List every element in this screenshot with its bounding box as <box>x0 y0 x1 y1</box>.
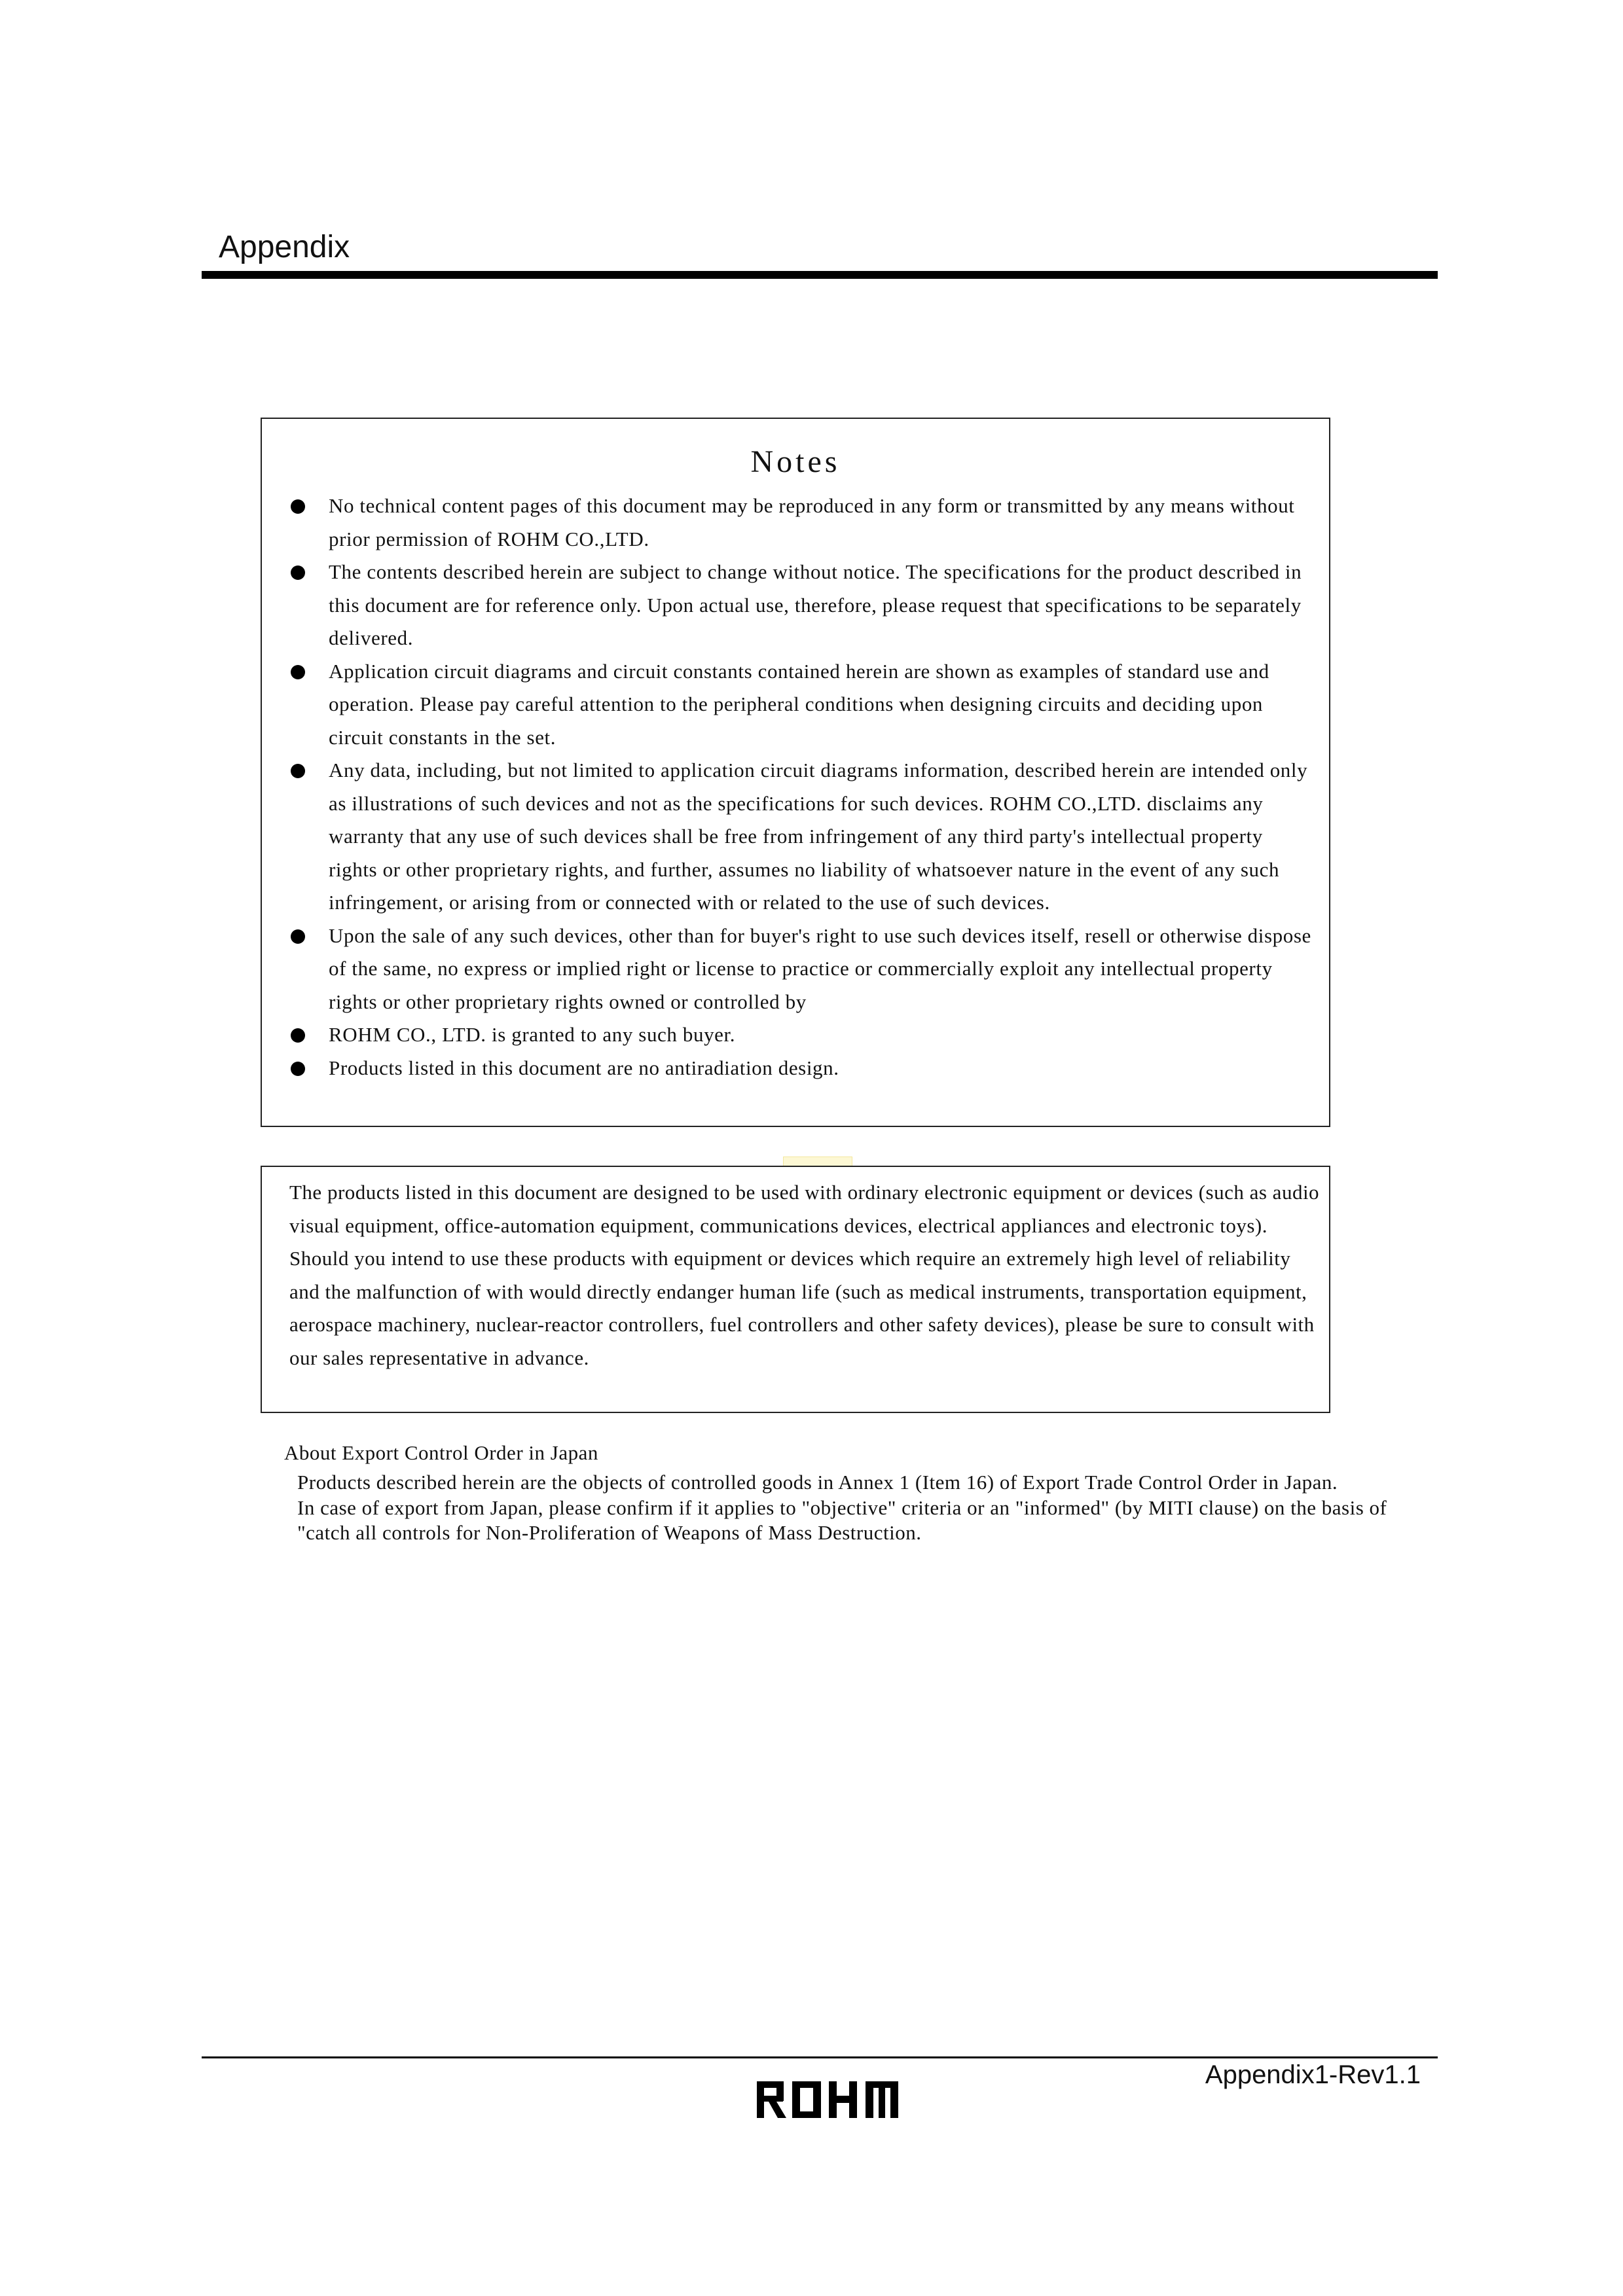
header-rule <box>202 271 1438 279</box>
bullet-icon <box>291 1028 305 1043</box>
notes-heading: Notes <box>750 444 841 479</box>
note-text: The contents described herein are subject to change without notice. The specifications for the product described in this document are for reference only. Upon actual use, therefore, please request that specifications to be separately delivered. <box>329 560 1302 649</box>
note-text: Application circuit diagrams and circuit constants contained herein are shown as examples of standard use and operation. Please pay careful attention to the peripheral conditions when designing circuits and deciding upon circuit constants in the set. <box>329 659 1269 749</box>
bullet-icon <box>291 1062 305 1076</box>
export-control-heading: About Export Control Order in Japan <box>284 1441 598 1464</box>
products-paragraph-1: The products listed in this document are designed to be used with ordinary electronic equipment or devices (such as audio visual equipment, office-automation equipment, communications devices, electrical appliances and electronic toys). <box>289 1181 1320 1237</box>
note-item <box>287 556 1316 655</box>
rohm-logo <box>757 2081 898 2118</box>
note-text: ROHM CO., LTD. is granted to any such buyer. <box>329 1023 736 1046</box>
products-text <box>289 1176 1321 1374</box>
page-label: Appendix1-Rev1.1 <box>1205 2060 1421 2089</box>
notes-list <box>287 490 1316 1085</box>
export-control-line-2: In case of export from Japan, please confirm if it applies to "objective" criteria or an "informed" (by MITI clause) on the basis of "catch all controls for Non-Proliferation of Weapons of Mass Destruction. <box>297 1496 1387 1544</box>
note-item <box>287 1052 1316 1085</box>
notes-box <box>261 418 1330 1127</box>
note-item <box>287 754 1316 920</box>
products-box <box>261 1166 1330 1413</box>
note-item <box>287 655 1316 755</box>
bullet-icon <box>291 929 305 944</box>
bullet-icon <box>291 499 305 514</box>
export-control-line-1: Products described herein are the objects of controlled goods in Annex 1 (Item 16) of Export Trade Control Order in Japan. <box>297 1471 1338 1494</box>
products-paragraph-2: Should you intend to use these products with equipment or devices which require an extremely high level of reliability and the malfunction of with would directly endanger human life (such as medical instruments, transportation equipment, aerospace machinery, nuclear-reactor controllers, fuel controllers and other safety devices), please be sure to consult with our sales representative in advance. <box>289 1247 1315 1369</box>
bullet-icon <box>291 764 305 778</box>
export-control-body <box>284 1470 1436 1546</box>
note-item <box>287 920 1316 1019</box>
page-title: Appendix <box>219 230 350 264</box>
bullet-icon <box>291 665 305 679</box>
note-text: Upon the sale of any such devices, other than for buyer's right to use such devices itself, resell or otherwise dispose of the same, no express or implied right or license to practice or commercially exploit any intellectual property rights or other proprietary rights owned or controlled by <box>329 924 1311 1013</box>
export-control-section <box>284 1440 1436 1546</box>
bullet-icon <box>291 565 305 580</box>
note-text: Products listed in this document are no antiradiation design. <box>329 1056 839 1079</box>
note-text: No technical content pages of this document may be reproduced in any form or transmitted by any means without prior permission of ROHM CO.,LTD. <box>329 494 1295 550</box>
note-item <box>287 490 1316 556</box>
footer-rule <box>202 2056 1438 2058</box>
note-item <box>287 1018 1316 1052</box>
note-text: Any data, including, but not limited to application circuit diagrams information, described herein are intended only as illustrations of such devices and not as the specifications for such devices. ROHM CO.,LTD. disclaims any warranty that any use of such devices shall be free from infringement of any third party's intellectual property rights or other proprietary rights, and further, assumes no liability of whatsoever nature in the event of any such infringement, or arising from or connected with or related to the use of such devices. <box>329 759 1308 914</box>
